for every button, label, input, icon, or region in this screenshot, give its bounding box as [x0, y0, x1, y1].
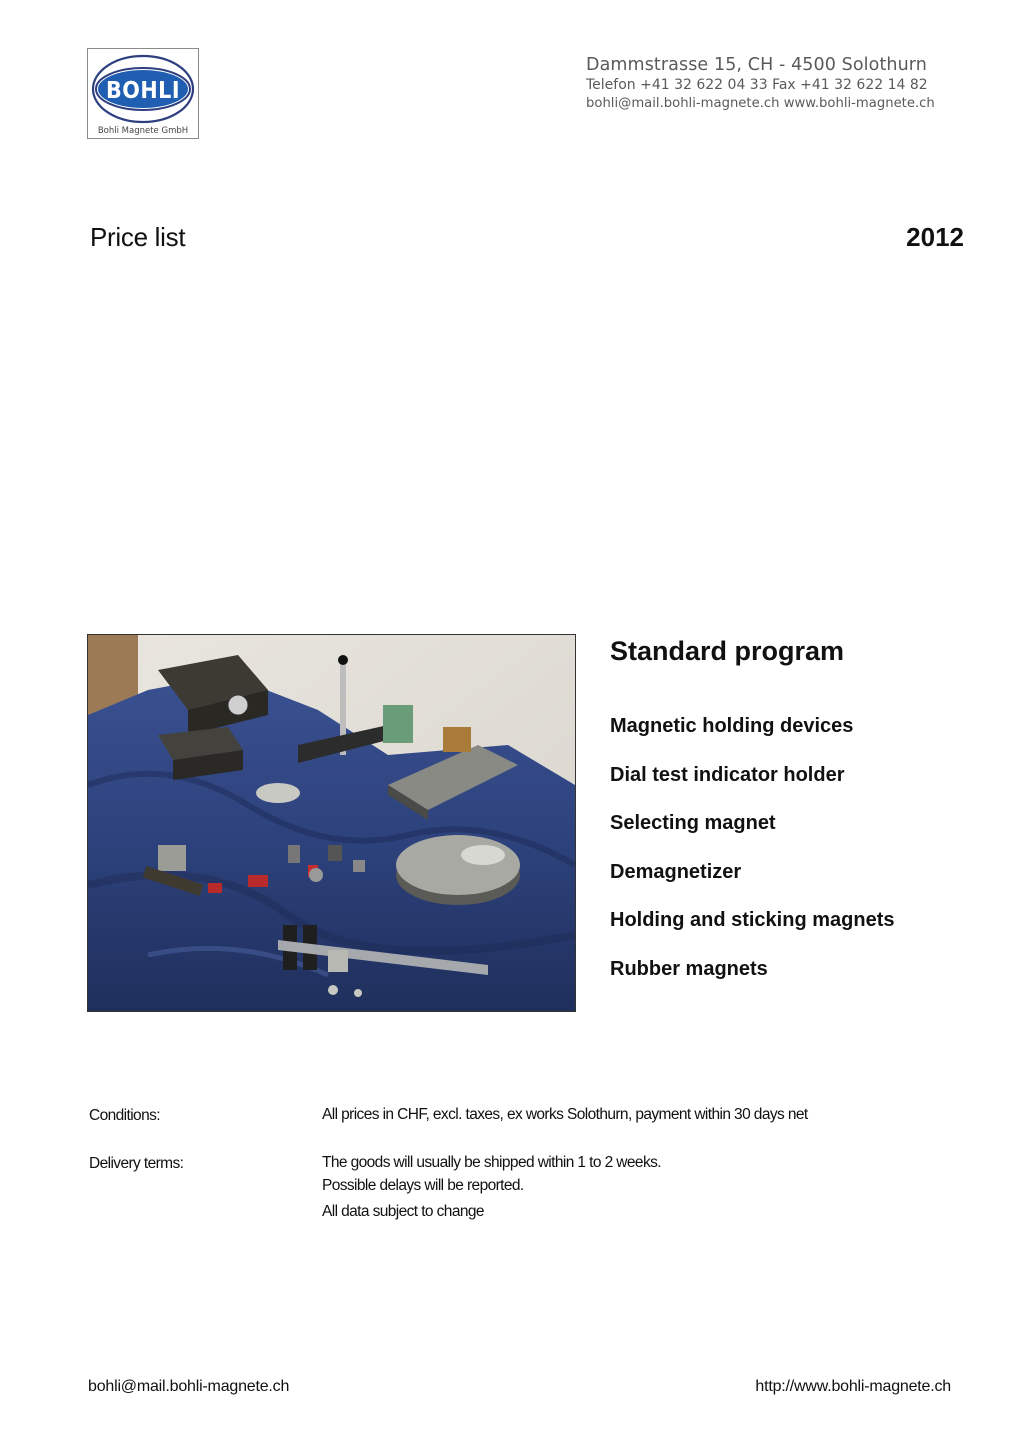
data-change-notice: All data subject to change [322, 1203, 484, 1220]
conditions-text: All prices in CHF, excl. taxes, ex works Solothurn, payment within 30 days net [322, 1106, 808, 1123]
program-item-magnetic-holding-devices: Magnetic holding devices [610, 715, 854, 737]
program-item-holding-sticking-magnets: Holding and sticking magnets [610, 909, 895, 932]
address-phone-fax: Telefon +41 32 622 04 33 Fax +41 32 622 14 82 [586, 77, 928, 93]
program-item-dial-test-indicator-holder: Dial test indicator holder [610, 763, 845, 786]
svg-text:BOHLI: BOHLI [105, 78, 181, 104]
product-assortment-image-icon [88, 635, 575, 1011]
delivery-terms-line-2: Possible delays will be reported. [322, 1177, 524, 1194]
program-item-rubber-magnets: Rubber magnets [610, 957, 768, 980]
program-list [610, 714, 894, 1006]
product-photo [87, 634, 576, 1012]
price-list-year: 2012 [906, 222, 964, 252]
footer-email-link[interactable]: bohli@mail.bohli-magnete.ch [88, 1378, 290, 1395]
bohli-logo-icon [88, 49, 198, 127]
program-item-selecting-magnet: Selecting magnet [610, 812, 776, 835]
conditions-label: Conditions: [89, 1107, 160, 1124]
delivery-terms-label: Delivery terms: [89, 1155, 184, 1172]
page-title: Price list [90, 222, 186, 252]
company-logo [87, 48, 199, 139]
address-email-web: bohli@mail.bohli-magnete.ch www.bohli-magnete.ch [586, 96, 935, 111]
program-heading: Standard program [610, 636, 845, 666]
company-address [586, 55, 935, 112]
address-street: Dammstrasse 15, CH - 4500 Solothurn [586, 55, 927, 75]
program-item-demagnetizer: Demagnetizer [610, 860, 742, 883]
delivery-terms-line-1: The goods will usually be shipped within 1 to 2 weeks. [322, 1154, 661, 1171]
logo-caption: Bohli Magnete GmbH [97, 126, 189, 136]
footer-website-link[interactable]: http://www.bohli-magnete.ch [755, 1378, 951, 1395]
